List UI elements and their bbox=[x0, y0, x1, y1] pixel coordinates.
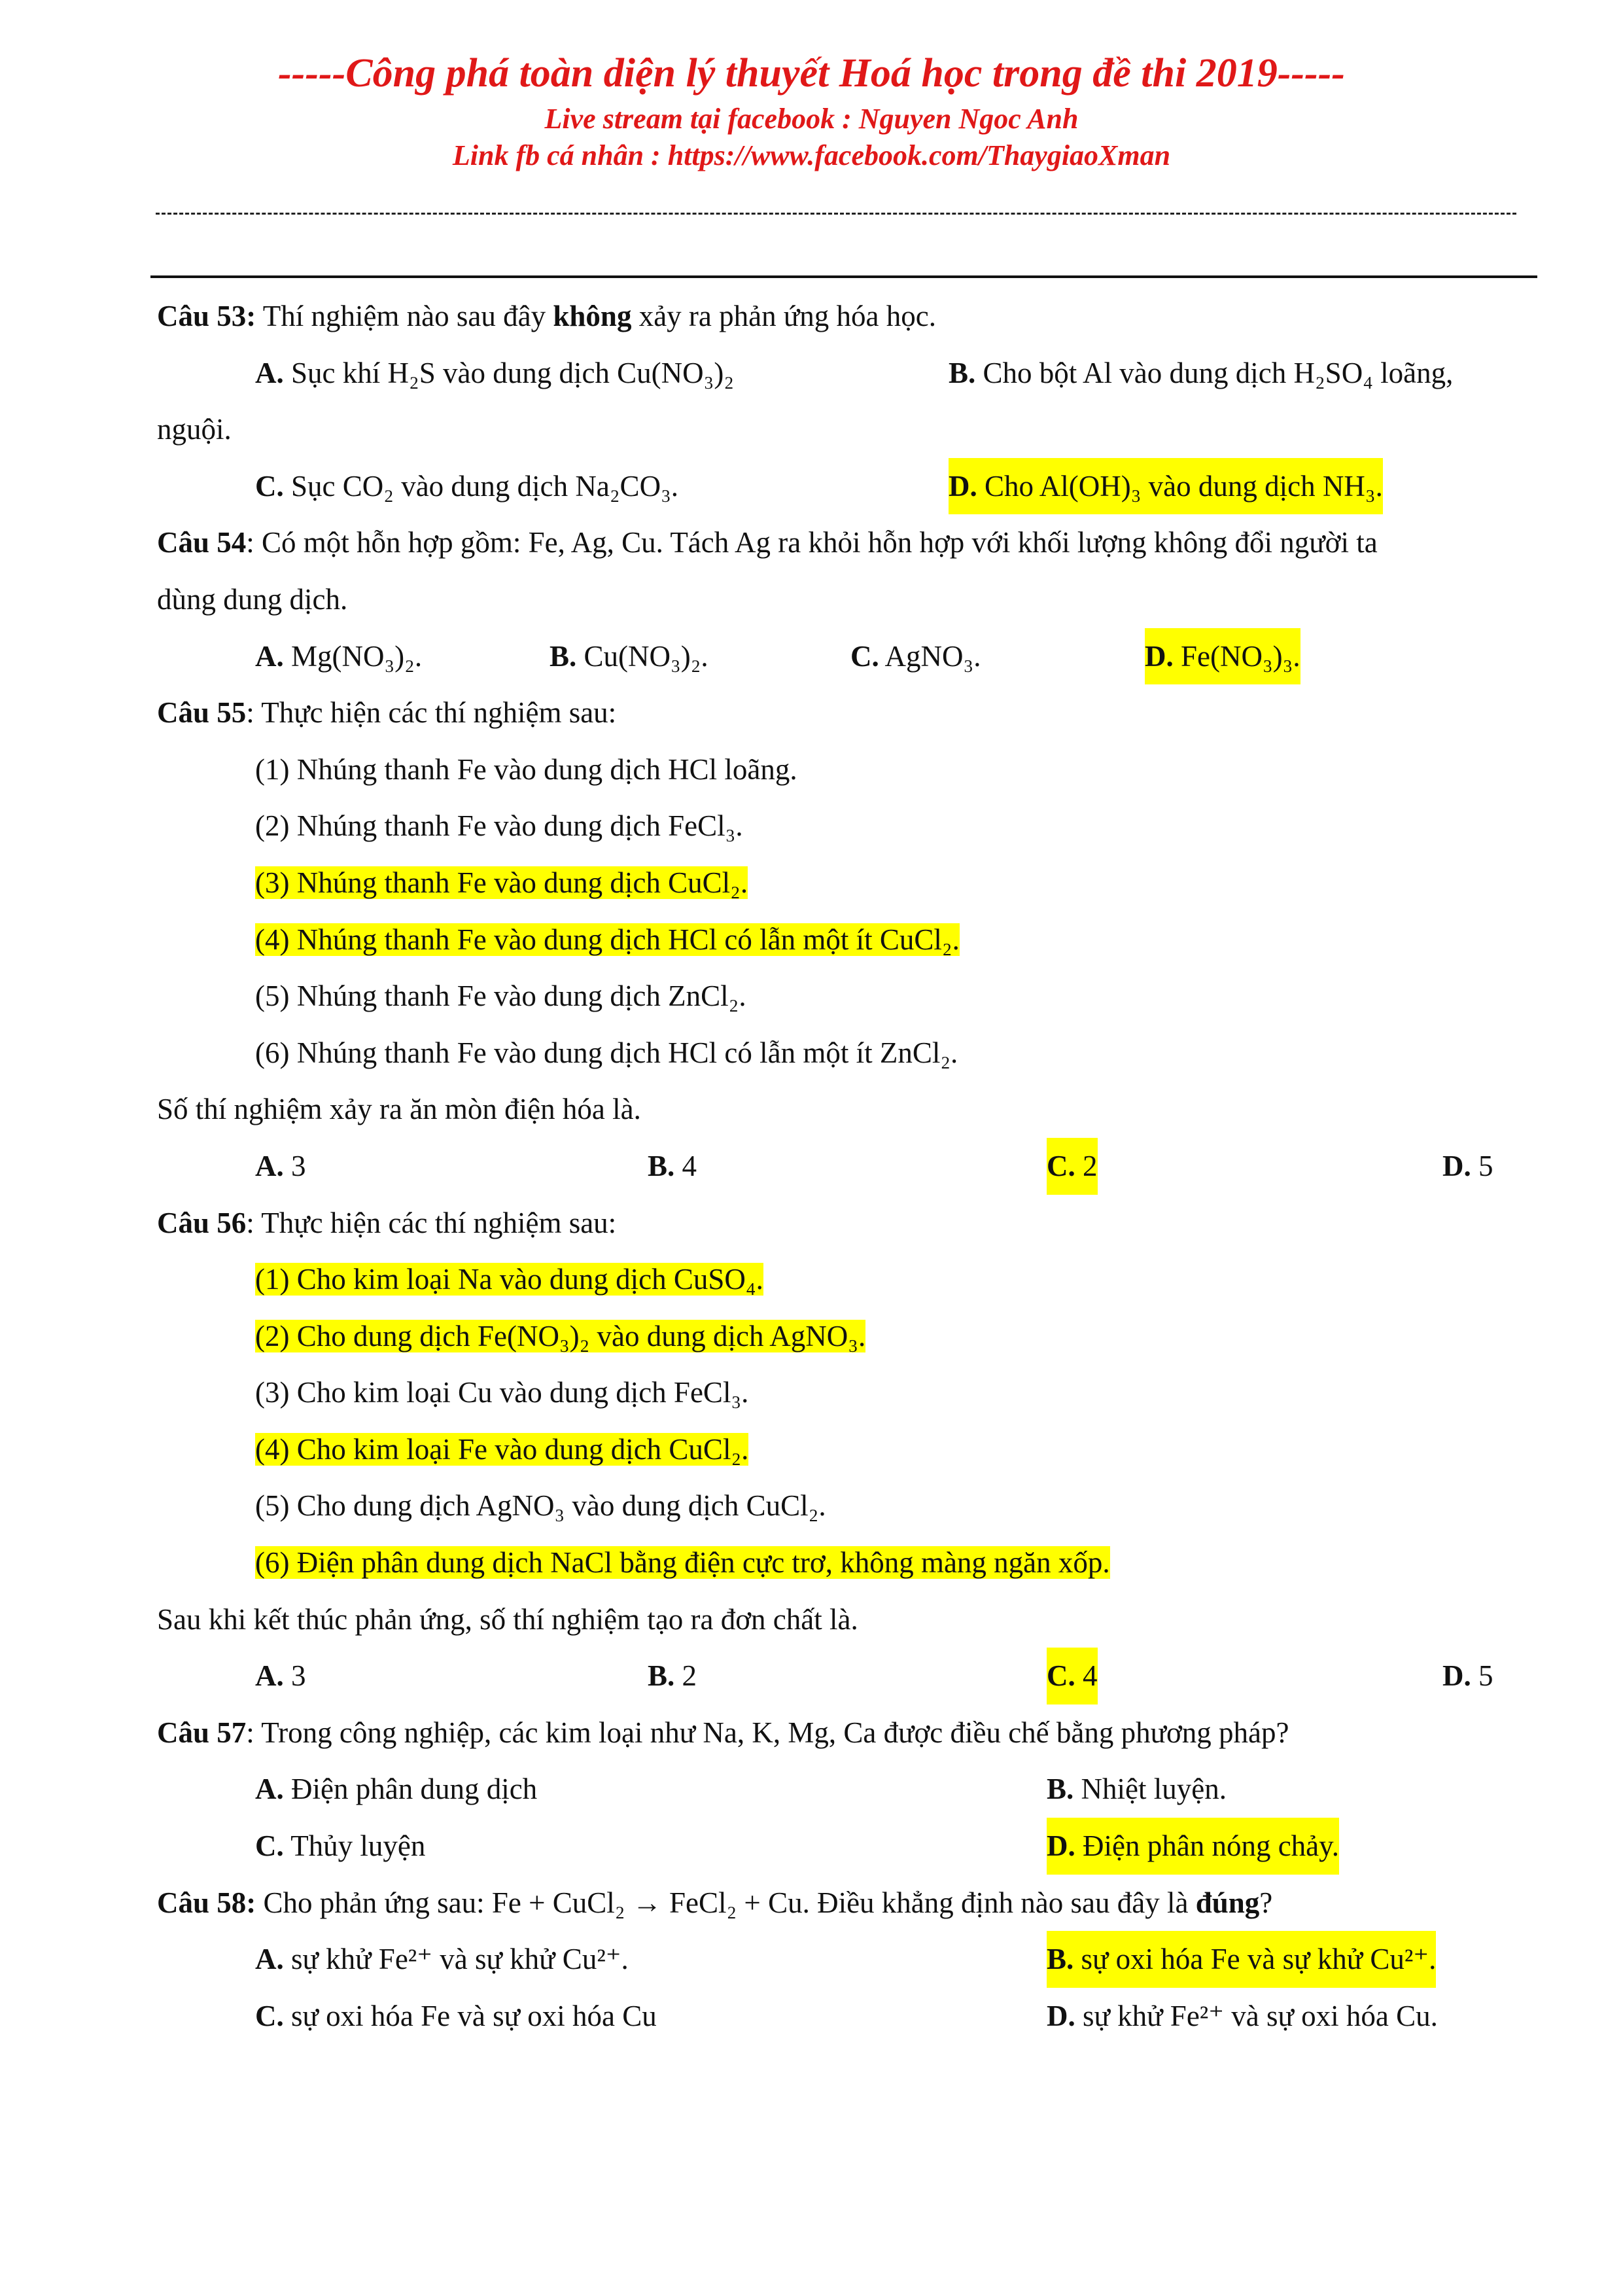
q58-option-c[interactable]: C. sự oxi hóa Fe và sự oxi hóa Cu bbox=[255, 1999, 657, 2032]
page-header bbox=[0, 46, 1623, 174]
q55-item-4: (4) Nhúng thanh Fe vào dung dịch HCl có lẫn một ít CuCl₂. bbox=[255, 923, 960, 956]
q55-label: Câu 55 bbox=[157, 696, 247, 730]
q58-options-cd bbox=[157, 1988, 1518, 2045]
q54-options bbox=[157, 628, 1518, 685]
q55-stem: Câu 55: Thực hiện các thí nghiệm sau: bbox=[157, 696, 617, 730]
q55-option-a[interactable]: A. 3 bbox=[255, 1149, 306, 1182]
q56-item-3: (3) Cho kim loại Cu vào dung dịch FeCl₃. bbox=[255, 1376, 749, 1409]
q55-option-b[interactable]: B. 4 bbox=[648, 1149, 697, 1182]
q58-option-b-answer[interactable]: B. sự oxi hóa Fe và sự khử Cu²⁺. bbox=[1047, 1931, 1436, 1988]
q56-item-5: (5) Cho dung dịch AgNO₃ vào dung dịch CuCl₂. bbox=[255, 1489, 826, 1523]
q57-stem: Câu 57: Trong công nghiệp, các kim loại như Na, K, Mg, Ca được điều chế bằng phương pháp? bbox=[157, 1716, 1289, 1749]
q56-option-d[interactable]: D. 5 bbox=[1442, 1659, 1493, 1693]
q53-options-ab bbox=[157, 345, 1518, 402]
q56-item-1: (1) Cho kim loại Na vào dung dịch CuSO₄. bbox=[255, 1263, 763, 1296]
q53-options-cd bbox=[157, 458, 1518, 515]
q55-item-1: (1) Nhúng thanh Fe vào dung dịch HCl loãng. bbox=[255, 752, 797, 786]
facebook-link[interactable]: Link fb cá nhân : https://www.facebook.com/ThaygiaoXman bbox=[452, 139, 1171, 171]
q57-option-b[interactable]: B. Nhiệt luyện. bbox=[1047, 1773, 1227, 1806]
q57-options-cd bbox=[157, 1818, 1518, 1875]
q58-stem: Câu 58: Cho phản ứng sau: Fe + CuCl₂ → FeCl₂ + Cu. Điều khẳng định nào sau đây là đúng? bbox=[157, 1886, 1273, 1919]
q56-option-c-answer[interactable]: C. 4 bbox=[1047, 1648, 1098, 1704]
q53-option-a[interactable]: A. Sục khí H₂S vào dung dịch Cu(NO₃)₂ bbox=[255, 356, 735, 389]
q54-stem-continued: dùng dung dịch. bbox=[157, 582, 348, 616]
q57-options-ab bbox=[157, 1761, 1518, 1818]
q54-option-b[interactable]: B. Cu(NO₃)₂. bbox=[550, 639, 708, 673]
q54-stem: Câu 54: Có một hỗn hợp gồm: Fe, Ag, Cu. Tách Ag ra khỏi hỗn hợp với khối lượng không đổi người ta bbox=[157, 526, 1378, 559]
q58-emphasis: đúng bbox=[1195, 1886, 1260, 1919]
livestream-line: Live stream tại facebook : Nguyen Ngoc Anh bbox=[544, 103, 1079, 135]
q58-option-d[interactable]: D. sự khử Fe²⁺ và sự oxi hóa Cu. bbox=[1047, 1999, 1438, 2032]
q53-stem: Câu 53: Thí nghiệm nào sau đây không xảy ra phản ứng hóa học. bbox=[157, 300, 936, 332]
q56-option-b[interactable]: B. 2 bbox=[648, 1659, 697, 1693]
q55-option-c-answer[interactable]: C. 2 bbox=[1047, 1138, 1098, 1195]
solid-divider bbox=[150, 275, 1537, 278]
q53-option-d-answer[interactable]: D. Cho Al(OH)₃ vào dung dịch NH₃. bbox=[949, 458, 1383, 515]
q55-item-2: (2) Nhúng thanh Fe vào dung dịch FeCl₃. bbox=[255, 809, 743, 843]
q56-question: Sau khi kết thúc phản ứng, số thí nghiệm tạo ra đơn chất là. bbox=[157, 1602, 858, 1636]
q54-option-a[interactable]: A. Mg(NO₃)₂. bbox=[255, 639, 423, 673]
q55-question: Số thí nghiệm xảy ra ăn mòn điện hóa là. bbox=[157, 1093, 641, 1126]
document-title: -----Công phá toàn diện lý thuyết Hoá học trong đề thi 2019----- bbox=[278, 51, 1345, 96]
q54-label: Câu 54 bbox=[157, 526, 247, 559]
q54-option-d-answer[interactable]: D. Fe(NO₃)₃. bbox=[1145, 628, 1300, 685]
q57-label: Câu 57 bbox=[157, 1716, 247, 1749]
question-content bbox=[157, 288, 1518, 2044]
q53-option-b-continued: nguội. bbox=[157, 413, 232, 446]
q54-option-c[interactable]: C. AgNO₃. bbox=[850, 639, 981, 673]
q57-option-a[interactable]: A. Điện phân dung dịch bbox=[255, 1773, 538, 1806]
q53-label: Câu 53: bbox=[157, 300, 256, 332]
q53-option-c[interactable]: C. Sục CO₂ vào dung dịch Na₂CO₃. bbox=[255, 469, 679, 503]
dashed-divider bbox=[156, 213, 1516, 215]
q55-item-6: (6) Nhúng thanh Fe vào dung dịch HCl có lẫn một ít ZnCl₂. bbox=[255, 1036, 958, 1069]
q56-item-2: (2) Cho dung dịch Fe(NO₃)₂ vào dung dịch AgNO₃. bbox=[255, 1319, 866, 1352]
q58-options-ab bbox=[157, 1931, 1518, 1988]
q56-option-a[interactable]: A. 3 bbox=[255, 1659, 306, 1693]
q53-option-b[interactable]: B. Cho bột Al vào dung dịch H₂SO₄ loãng, bbox=[949, 356, 1454, 389]
q56-item-6: (6) Điện phân dung dịch NaCl bằng điện cực trơ, không màng ngăn xốp. bbox=[255, 1546, 1110, 1580]
q55-options bbox=[157, 1138, 1518, 1195]
q55-item-3: (3) Nhúng thanh Fe vào dung dịch CuCl₂. bbox=[255, 866, 748, 899]
q58-option-a[interactable]: A. sự khử Fe²⁺ và sự khử Cu²⁺. bbox=[255, 1943, 629, 1976]
q56-options bbox=[157, 1648, 1518, 1704]
q53-emphasis: không bbox=[553, 300, 632, 332]
q57-option-d-answer[interactable]: D. Điện phân nóng chảy. bbox=[1047, 1818, 1339, 1875]
q57-option-c[interactable]: C. Thủy luyện bbox=[255, 1829, 426, 1863]
q56-stem: Câu 56: Thực hiện các thí nghiệm sau: bbox=[157, 1206, 617, 1239]
q55-option-d[interactable]: D. 5 bbox=[1442, 1149, 1493, 1182]
q56-label: Câu 56 bbox=[157, 1206, 247, 1239]
q58-label: Câu 58: bbox=[157, 1886, 256, 1919]
q55-item-5: (5) Nhúng thanh Fe vào dung dịch ZnCl₂. bbox=[255, 980, 746, 1013]
q56-item-4: (4) Cho kim loại Fe vào dung dịch CuCl₂. bbox=[255, 1432, 749, 1466]
